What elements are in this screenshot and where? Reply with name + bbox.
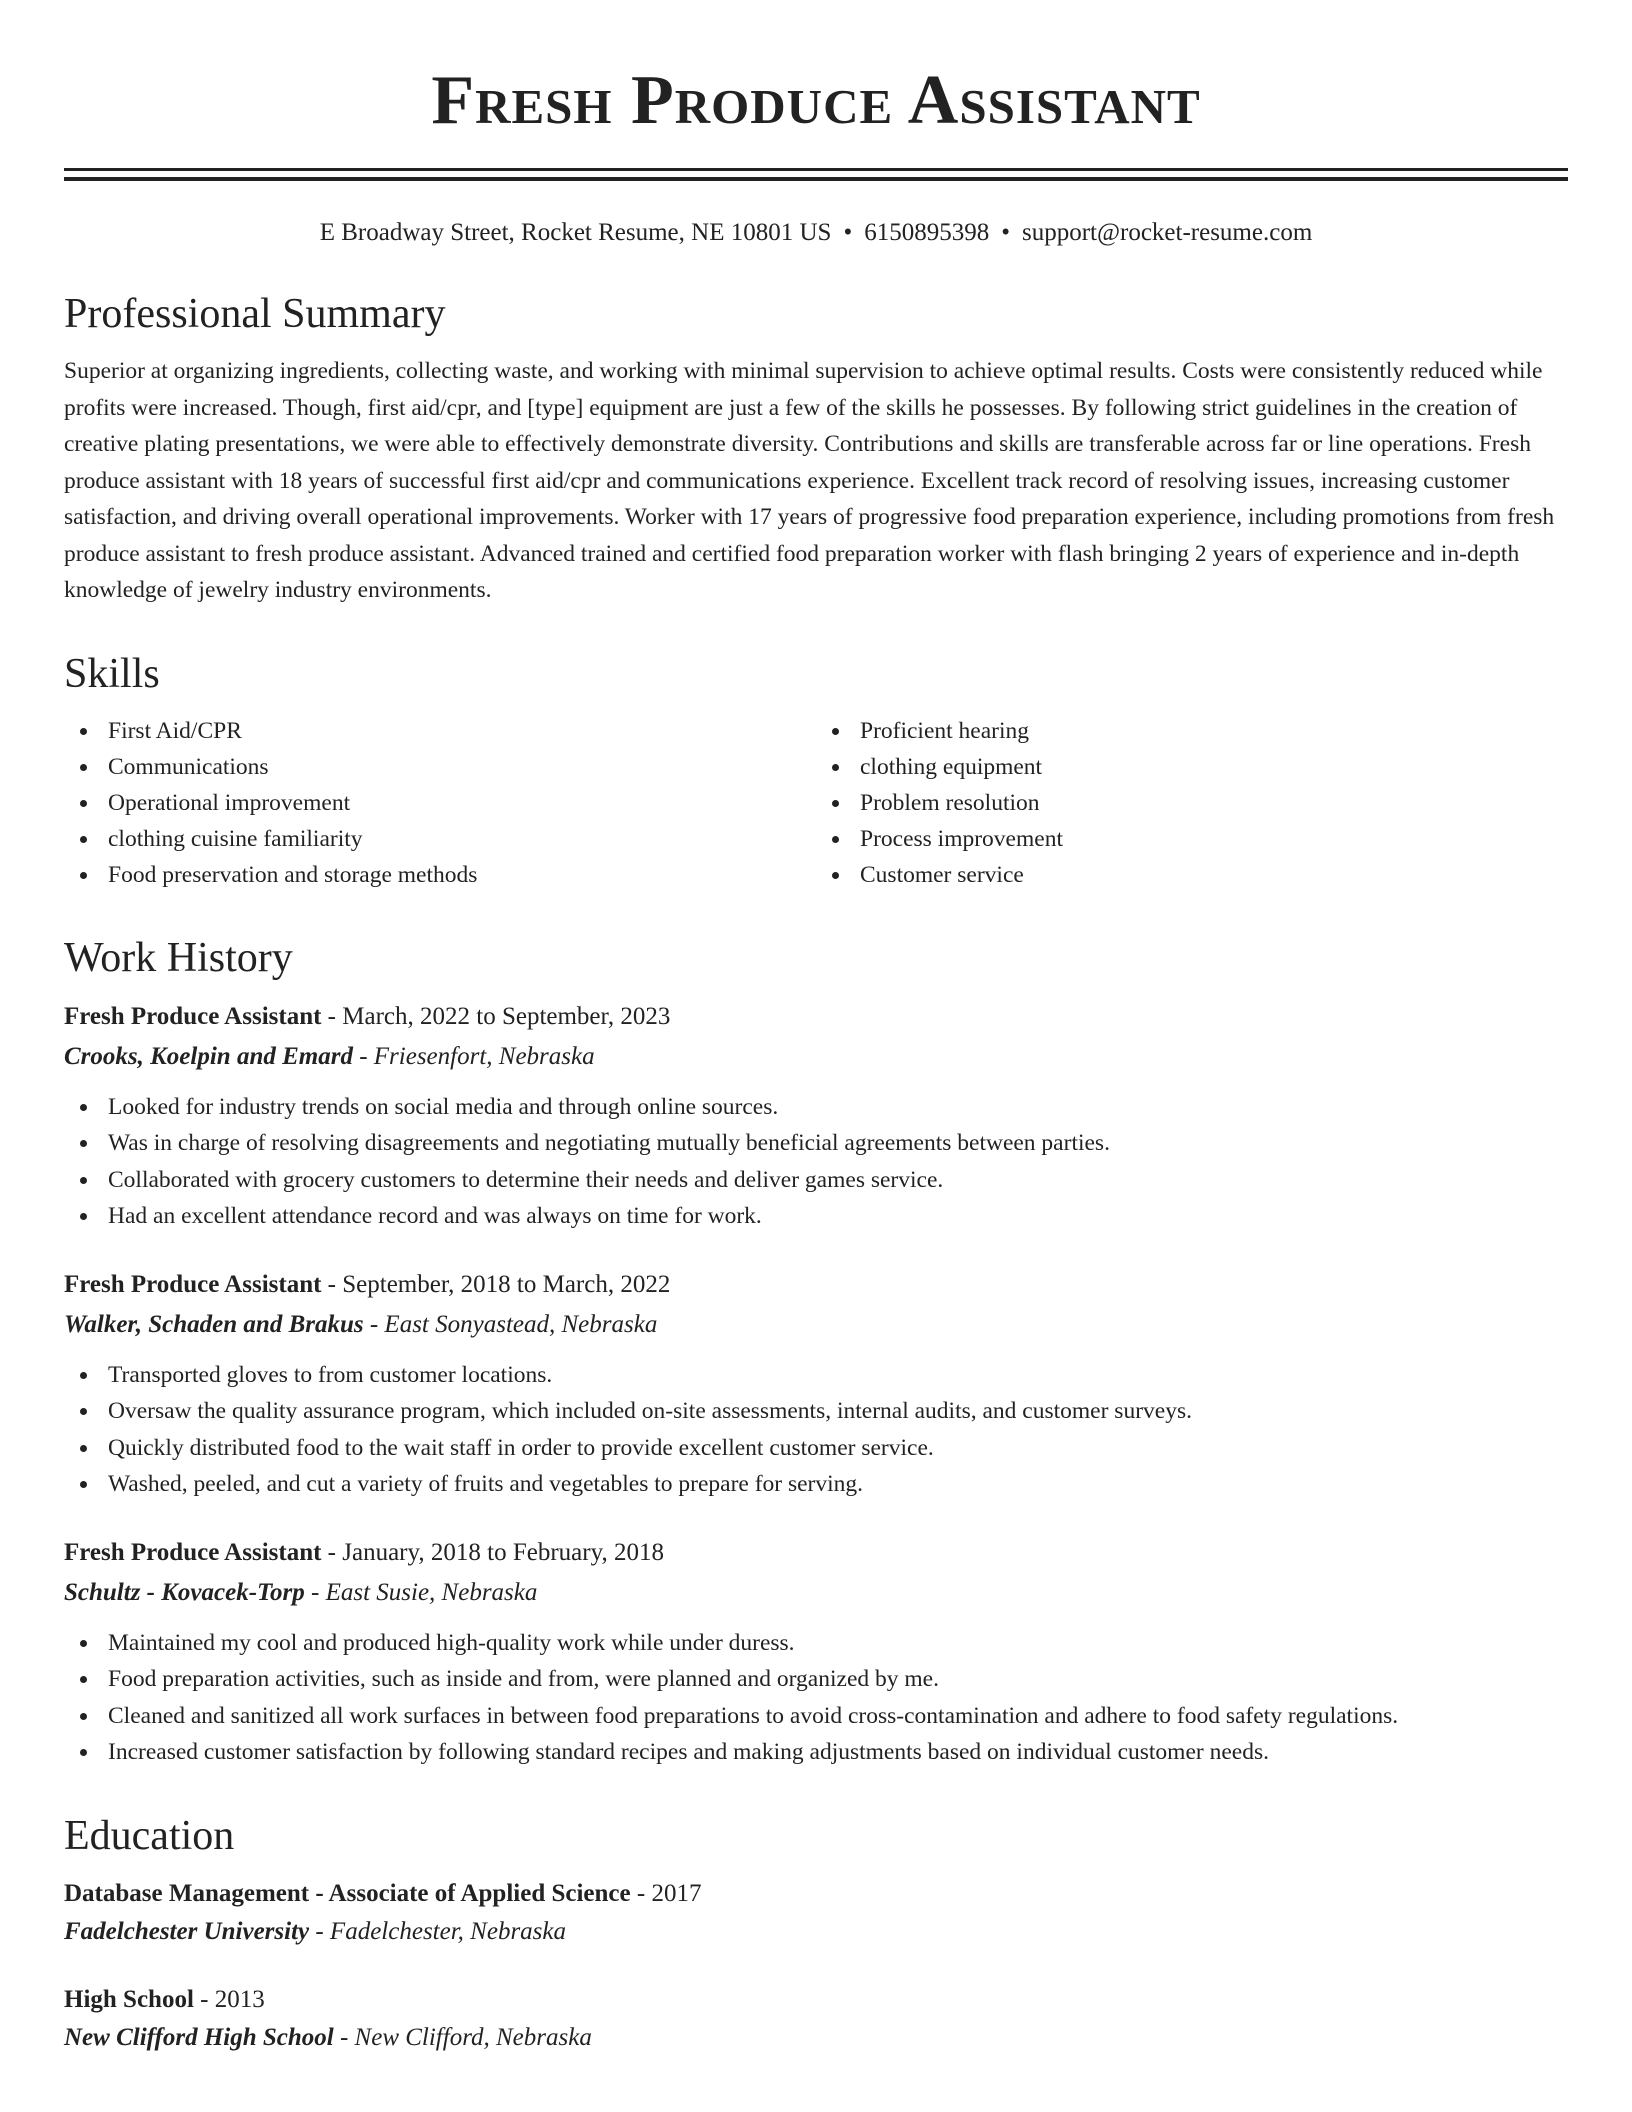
job-bullet: Collaborated with grocery customers to determine their needs and deliver games service. bbox=[64, 1162, 1568, 1199]
skills-column-right bbox=[816, 713, 1568, 893]
section-heading-summary: Professional Summary bbox=[64, 291, 446, 337]
education-school: Fadelchester University bbox=[64, 1917, 310, 1945]
job-bullet: Had an excellent attendance record and was always on time for work. bbox=[64, 1198, 1568, 1235]
skill-item: clothing equipment bbox=[816, 749, 1568, 785]
section-heading-education: Education bbox=[64, 1812, 235, 1859]
resume-name: Fresh Produce Assistant bbox=[431, 62, 1201, 139]
job-location: - Friesenfort, Nebraska bbox=[352, 1042, 595, 1070]
job-bullet: Cleaned and sanitized all work surfaces in between food preparations to avoid cross-contamination and adhere to food safety regulations. bbox=[64, 1698, 1568, 1735]
job-bullet: Oversaw the quality assurance program, which included on-site assessments, internal audits, and customer surveys. bbox=[64, 1393, 1568, 1430]
job-bullets bbox=[64, 1089, 1568, 1235]
job-dates: - September, 2018 to March, 2022 bbox=[321, 1270, 671, 1298]
skill-item: Proficient hearing bbox=[816, 713, 1568, 749]
skill-item: First Aid/CPR bbox=[64, 713, 816, 749]
education-degree-line bbox=[64, 1875, 1568, 1913]
job-entry bbox=[64, 1533, 1568, 1771]
summary-text: Superior at organizing ingredients, collecting waste, and working with minimal supervision to achieve optimal results. Costs were consistently reduced while profits were increased. Though, first aid/cpr, and [type] equipment are just a few of the skills he possesses. By following strict guidelines in the creation of creative plating presentations, we were able to effectively demonstrate diversity. Contributions and skills are transferable across far or line operations. Fresh produce assistant with 18 years of successful first aid/cpr and communications experience. Excellent track record of resolving issues, increasing customer satisfaction, and driving overall operational improvements. Worker with 17 years of progressive food preparation experience, including promotions from fresh produce assistant to fresh produce assistant. Advanced trained and certified food preparation worker with flash bringing 2 years of experience and in-depth knowledge of jewelry industry environments. bbox=[64, 358, 1555, 603]
section-heading-work-history: Work History bbox=[64, 934, 293, 981]
contact-email: support@rocket-resume.com bbox=[1021, 219, 1313, 246]
job-title-line bbox=[64, 997, 1568, 1037]
job-entry bbox=[64, 1265, 1568, 1503]
skill-item: Process improvement bbox=[816, 821, 1568, 857]
contact-separator: • bbox=[1001, 219, 1010, 246]
job-location: - East Sonyastead, Nebraska bbox=[363, 1310, 658, 1338]
contact-phone: 6150895398 bbox=[864, 219, 990, 246]
education-year: - 2013 bbox=[193, 1985, 265, 2013]
education-year: - 2017 bbox=[630, 1879, 702, 1907]
job-company: Schultz - Kovacek-Torp bbox=[64, 1578, 305, 1606]
job-dates: - March, 2022 to September, 2023 bbox=[321, 1002, 671, 1030]
job-bullet: Food preparation activities, such as inside and from, were planned and organized by me. bbox=[64, 1661, 1568, 1698]
education-school: New Clifford High School bbox=[64, 2023, 334, 2051]
job-bullets bbox=[64, 1625, 1568, 1771]
job-dates: - January, 2018 to February, 2018 bbox=[321, 1538, 664, 1566]
job-title: Fresh Produce Assistant bbox=[64, 1002, 322, 1030]
job-company-line bbox=[64, 1037, 1568, 1077]
skill-item: Communications bbox=[64, 749, 816, 785]
education-school-line bbox=[64, 1913, 1568, 1951]
job-company: Walker, Schaden and Brakus bbox=[64, 1310, 364, 1338]
skill-item: Problem resolution bbox=[816, 785, 1568, 821]
job-title: Fresh Produce Assistant bbox=[64, 1270, 322, 1298]
section-heading-skills: Skills bbox=[64, 650, 160, 697]
contact-separator: • bbox=[843, 219, 853, 246]
education-degree-line bbox=[64, 1981, 1568, 2019]
header-divider-thick bbox=[64, 177, 1568, 181]
education-location: - New Clifford, Nebraska bbox=[333, 2023, 592, 2051]
contact-address: E Broadway Street, Rocket Resume, NE 10801 US bbox=[319, 219, 832, 246]
skill-item: clothing cuisine familiarity bbox=[64, 821, 816, 857]
job-bullet: Looked for industry trends on social media and through online sources. bbox=[64, 1089, 1568, 1126]
job-bullet: Increased customer satisfaction by following standard recipes and making adjustments based on individual customer needs. bbox=[64, 1734, 1568, 1771]
education-location: - Fadelchester, Nebraska bbox=[309, 1917, 566, 1945]
header-divider-thin bbox=[64, 168, 1568, 171]
education-entry bbox=[64, 1981, 1568, 2057]
job-entry bbox=[64, 997, 1568, 1235]
job-bullets bbox=[64, 1357, 1568, 1503]
skill-item: Operational improvement bbox=[64, 785, 816, 821]
job-bullet: Transported gloves to from customer locations. bbox=[64, 1357, 1568, 1394]
job-company-line bbox=[64, 1305, 1568, 1345]
skills-list bbox=[64, 713, 1568, 893]
education-entry bbox=[64, 1875, 1568, 1951]
education-school-line bbox=[64, 2019, 1568, 2057]
job-bullet: Quickly distributed food to the wait staff in order to provide excellent customer service. bbox=[64, 1430, 1568, 1467]
skill-item: Customer service bbox=[816, 857, 1568, 893]
job-bullet: Maintained my cool and produced high-quality work while under duress. bbox=[64, 1625, 1568, 1662]
job-company: Crooks, Koelpin and Emard bbox=[64, 1042, 353, 1070]
job-bullet: Was in charge of resolving disagreements and negotiating mutually beneficial agreements between parties. bbox=[64, 1125, 1568, 1162]
job-title-line bbox=[64, 1265, 1568, 1305]
education-degree: Database Management - Associate of Applied Science bbox=[64, 1879, 631, 1907]
skill-item: Food preservation and storage methods bbox=[64, 857, 816, 893]
job-title: Fresh Produce Assistant bbox=[64, 1538, 322, 1566]
job-company-line bbox=[64, 1573, 1568, 1613]
skills-column-left bbox=[64, 713, 816, 893]
education-degree: High School bbox=[64, 1985, 194, 2013]
job-bullet: Washed, peeled, and cut a variety of fruits and vegetables to prepare for serving. bbox=[64, 1466, 1568, 1503]
job-title-line bbox=[64, 1533, 1568, 1573]
job-location: - East Susie, Nebraska bbox=[304, 1578, 538, 1606]
contact-line bbox=[64, 217, 1568, 249]
